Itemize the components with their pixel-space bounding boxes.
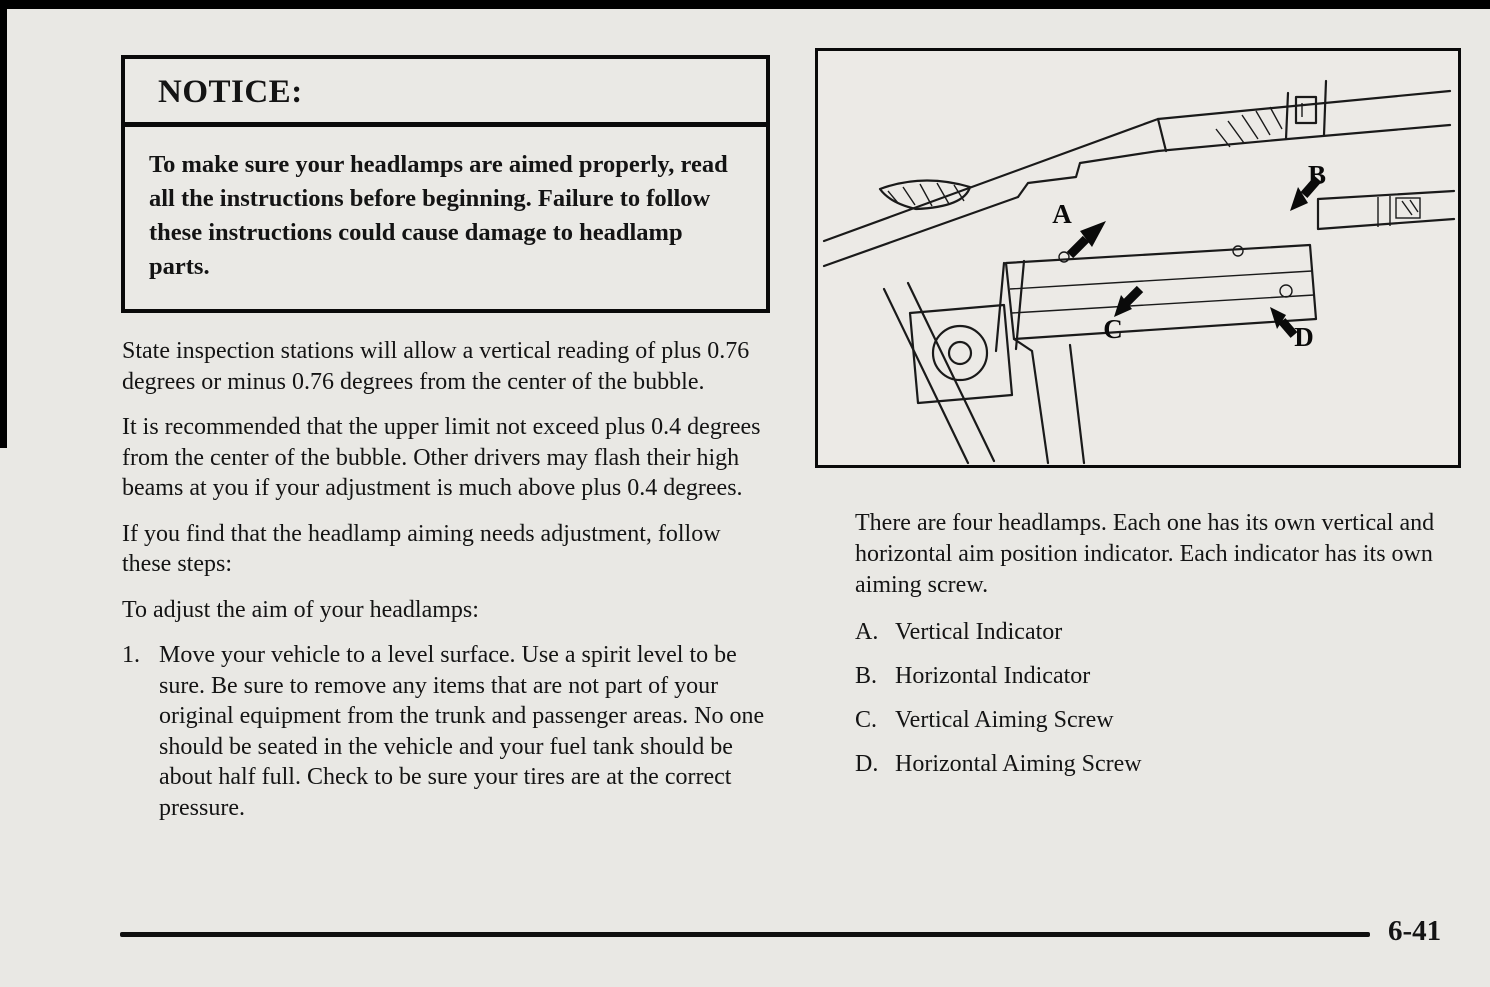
legend-text: Horizontal Aiming Screw [895,751,1142,777]
figure-label-c: C [1103,314,1123,344]
legend-item-d [855,749,1465,780]
figure-label-a: A [1052,199,1072,229]
step-number: 1. [122,642,140,668]
left-column [122,336,770,823]
scan-artifact-left [0,0,7,448]
legend-item-c [855,705,1465,736]
legend-letter: A. [855,619,879,645]
footer-divider [120,932,1370,937]
scan-artifact-top [0,0,1490,9]
paragraph-upper-limit: It is recommended that the upper limit not exceed plus 0.4 degrees from the center of the bubble. Other drivers may flash their high beams at you if your adjustment is much above plus 0.4 degrees. [122,414,761,501]
page-number: 6-41 [1388,915,1442,947]
paragraph-needs-adjustment: If you find that the headlamp aiming needs adjustment, follow these steps: [122,520,721,577]
notice-body: To make sure your headlamps are aimed properly, read all the instructions before beginning. Failure to follow these instructions could cause damage to headlamp parts. [149,151,728,280]
step-text: Move your vehicle to a level surface. Use a spirit level to be sure. Be sure to remove any items that are not part of your original equipment from the trunk and passenger areas. No one should be seated in the vehicle and your fuel tank should be about half full. Check to be sure your tires are at the correct pressure. [159,642,765,821]
step-item-1 [122,640,770,823]
paragraph-to-adjust: To adjust the aim of your headlamps: [122,596,479,623]
headlamp-figure [815,48,1461,468]
legend-letter: C. [855,707,878,733]
legend-text: Vertical Aiming Screw [895,707,1114,733]
notice-box [121,55,770,313]
figure-label-d: D [1294,322,1314,352]
right-column [855,508,1465,793]
legend-text: Horizontal Indicator [895,663,1091,689]
headlamp-assembly-illustration [818,51,1458,465]
legend-letter: B. [855,663,878,689]
notice-title: NOTICE: [125,59,766,127]
legend-item-a [855,617,1465,648]
paragraph-four-headlamps: There are four headlamps. Each one has its own vertical and horizontal aim position indicator. Each indicator has its own aiming screw. [855,510,1435,598]
legend-letter: D. [855,751,879,777]
paragraph-inspection: State inspection stations will allow a vertical reading of plus 0.76 degrees or minus 0.76 degrees from the center of the bubble. [122,338,750,395]
legend-text: Vertical Indicator [895,619,1063,645]
figure-label-b: B [1307,160,1327,190]
legend-item-b [855,661,1465,692]
